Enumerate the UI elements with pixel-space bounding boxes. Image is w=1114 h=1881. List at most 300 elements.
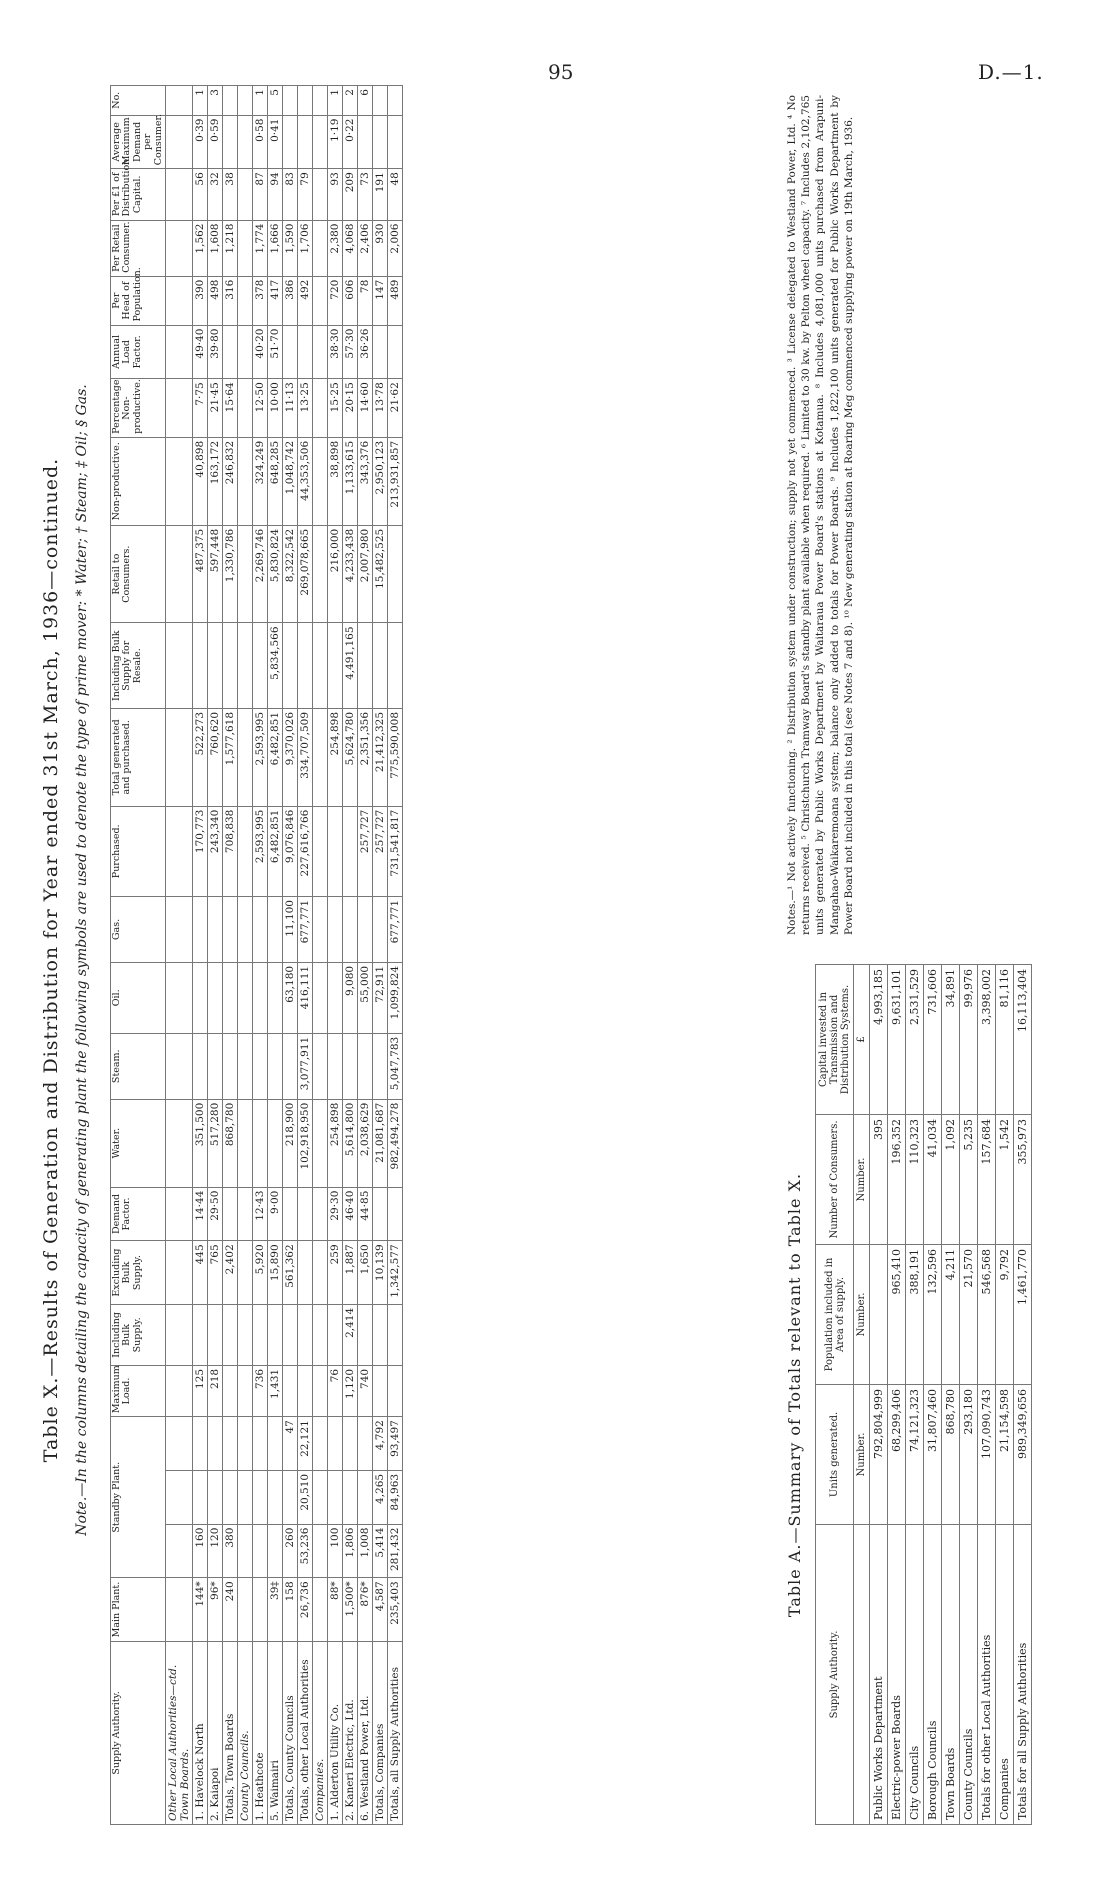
cell-main: 39‡ — [268, 1578, 283, 1642]
table-a-cell: 1,461,770 — [1014, 1245, 1032, 1385]
cell-total: 254,898 — [328, 708, 343, 806]
cell-auth: Companies. — [313, 1641, 328, 1824]
cell-steam: 5,047,783 — [388, 1033, 403, 1099]
cell-stby — [313, 1524, 328, 1578]
cell-total — [313, 708, 328, 806]
cell-gas — [373, 897, 388, 963]
cell-pc: 1,774 — [253, 220, 268, 276]
cell-stb2: 20,510 — [298, 1470, 313, 1524]
cell-lf — [283, 325, 298, 379]
totals-row — [223, 86, 238, 1825]
cell-ad — [166, 115, 193, 169]
table-a-cell: 4,993,185 — [870, 965, 888, 1115]
cell-pc: 2,006 — [388, 220, 403, 276]
cell-stb2 — [268, 1470, 283, 1524]
cell-dem: 14·44 — [193, 1187, 208, 1241]
cell-pct — [313, 379, 328, 438]
cell-nonp — [166, 437, 193, 525]
cell-main: 1,500* — [343, 1578, 358, 1642]
col-per-head: Per Head of Population. — [111, 276, 166, 325]
cell-retail: 487,375 — [193, 525, 208, 623]
table-a-row — [978, 965, 996, 1825]
table-row — [328, 86, 343, 1825]
cell-nonp: 324,249 — [253, 437, 268, 525]
cell-bulk — [298, 623, 313, 708]
col-total: Total generated and purchased. — [111, 708, 166, 806]
cell-maxl — [238, 1365, 253, 1416]
cell-maxl: 76 — [328, 1365, 343, 1416]
cell-pct: 13·78 — [373, 379, 388, 438]
cell-oil — [166, 962, 193, 1033]
cell-bulk — [373, 623, 388, 708]
cell-nonp: 213,931,857 — [388, 437, 403, 525]
cell-purch — [238, 806, 253, 896]
cell-maxl — [298, 1365, 313, 1416]
cell-pct — [166, 379, 193, 438]
cell-maxl: 1,120 — [343, 1365, 358, 1416]
cell-steam — [343, 1033, 358, 1099]
cell-nonp: 1,133,615 — [343, 437, 358, 525]
cell-steam — [253, 1033, 268, 1099]
cell-nonp: 1,048,742 — [283, 437, 298, 525]
cell-pc: 2,380 — [328, 220, 343, 276]
cell-nonp: 343,376 — [358, 437, 373, 525]
section-row — [313, 86, 328, 1825]
col-excl-bulk: Excluding Bulk Supply. — [111, 1241, 166, 1305]
cell-no — [298, 86, 313, 116]
cell-auth: Totals, all Supply Authorities — [388, 1641, 403, 1824]
cell-steam — [373, 1033, 388, 1099]
cell-steam — [193, 1033, 208, 1099]
table-a-cell: 965,410 — [888, 1245, 906, 1385]
cell-steam — [238, 1033, 253, 1099]
cell-no: 3 — [208, 86, 223, 116]
cell-total — [238, 708, 253, 806]
cell-std — [253, 1417, 268, 1471]
cell-ph — [166, 276, 193, 325]
cell-lf — [223, 325, 238, 379]
cell-main — [253, 1578, 268, 1642]
cell-maxl: 736 — [253, 1365, 268, 1416]
cell-total: 21,412,325 — [373, 708, 388, 806]
cell-steam — [358, 1033, 373, 1099]
cell-water — [268, 1099, 283, 1187]
table-a-cell: 792,804,999 — [870, 1385, 888, 1525]
cell-nonp: 44,353,506 — [298, 437, 313, 525]
cell-total: 9,370,026 — [283, 708, 298, 806]
table-a-row — [924, 965, 942, 1825]
cell-lf: 49·40 — [193, 325, 208, 379]
table-a-row — [870, 965, 888, 1825]
table-a-cell: Electric-power Boards — [888, 1525, 906, 1825]
cell-lf: 57·30 — [343, 325, 358, 379]
cell-steam — [313, 1033, 328, 1099]
col-no: No. — [111, 86, 166, 116]
table-a-cell: 9,631,101 — [888, 965, 906, 1115]
cell-dem — [373, 1187, 388, 1241]
cell-maxl: 1,431 — [268, 1365, 283, 1416]
cell-pk: 83 — [283, 169, 298, 220]
cell-water: 5,614,800 — [343, 1099, 358, 1187]
table-a-row — [960, 965, 978, 1825]
cell-incl — [166, 1304, 193, 1365]
cell-steam — [268, 1033, 283, 1099]
cell-purch: 170,773 — [193, 806, 208, 896]
cell-no — [283, 86, 298, 116]
cell-excl — [298, 1241, 313, 1305]
cell-steam: 3,077,911 — [298, 1033, 313, 1099]
col-per-consumer: Per Retail Consumer. — [111, 220, 166, 276]
cell-excl: 259 — [328, 1241, 343, 1305]
cell-ad: 0·22 — [343, 115, 358, 169]
cell-pc: 2,406 — [358, 220, 373, 276]
cell-stby: 5,414 — [373, 1524, 388, 1578]
cell-auth: Totals, other Local Authorities — [298, 1641, 313, 1824]
table-a-row — [906, 965, 924, 1825]
a-col-population: Population included in Area of supply. — [816, 1245, 854, 1385]
cell-dem — [223, 1187, 238, 1241]
cell-stby: 100 — [328, 1524, 343, 1578]
cell-bulk — [313, 623, 328, 708]
cell-water: 254,898 — [328, 1099, 343, 1187]
table-a-cell: 81,116 — [996, 965, 1014, 1115]
cell-nonp: 40,898 — [193, 437, 208, 525]
cell-maxl — [223, 1365, 238, 1416]
table-a-cell: 3,398,002 — [978, 965, 996, 1115]
col-authority: Supply Authority. — [111, 1641, 166, 1824]
cell-pct — [238, 379, 253, 438]
totals-row — [388, 86, 403, 1825]
cell-excl: 5,920 — [253, 1241, 268, 1305]
table-a-cell: 99,976 — [960, 965, 978, 1115]
cell-no: 2 — [343, 86, 358, 116]
cell-stb2: 4,265 — [373, 1470, 388, 1524]
a-col-consumers: Number of Consumers. — [816, 1115, 854, 1245]
cell-main: 4,587 — [373, 1578, 388, 1642]
a-unit-population: Number. — [854, 1245, 870, 1385]
cell-stby — [166, 1524, 193, 1578]
cell-oil: 1,099,824 — [388, 962, 403, 1033]
cell-main: 26,736 — [298, 1578, 313, 1642]
a-col-units: Units generated. — [816, 1385, 854, 1525]
cell-oil — [223, 962, 238, 1033]
table-a-row — [1014, 965, 1032, 1825]
cell-gas — [238, 897, 253, 963]
cell-dem: 46·40 — [343, 1187, 358, 1241]
a-unit-units: Number. — [854, 1385, 870, 1525]
cell-no: 6 — [358, 86, 373, 116]
cell-excl: 765 — [208, 1241, 223, 1305]
cell-maxl: 125 — [193, 1365, 208, 1416]
table-a-cell: 107,090,743 — [978, 1385, 996, 1525]
cell-pk: 94 — [268, 169, 283, 220]
cell-pk: 32 — [208, 169, 223, 220]
table-a-cell: 16,113,404 — [1014, 965, 1032, 1115]
col-water: Water. — [111, 1099, 166, 1187]
cell-std: 22,121 — [298, 1417, 313, 1471]
table-a-row — [888, 965, 906, 1825]
table-a-cell: 388,191 — [906, 1245, 924, 1385]
cell-incl — [313, 1304, 328, 1365]
cell-pct: 15·64 — [223, 379, 238, 438]
table-a-cell: 41,034 — [924, 1115, 942, 1245]
cell-steam — [208, 1033, 223, 1099]
cell-gas — [268, 897, 283, 963]
cell-stb2 — [223, 1470, 238, 1524]
table-a-cell: 2,531,529 — [906, 965, 924, 1115]
cell-auth: Totals, Town Boards — [223, 1641, 238, 1824]
cell-gas — [208, 897, 223, 963]
cell-water: 868,780 — [223, 1099, 238, 1187]
cell-steam — [166, 1033, 193, 1099]
cell-incl: 2,414 — [343, 1304, 358, 1365]
cell-stby — [253, 1524, 268, 1578]
cell-bulk — [223, 623, 238, 708]
table-a-cell: 546,568 — [978, 1245, 996, 1385]
page-number: 95 — [548, 60, 574, 84]
summary-table-a — [815, 964, 1032, 1825]
cell-std: 4,792 — [373, 1417, 388, 1471]
cell-water: 351,500 — [193, 1099, 208, 1187]
cell-ad: 0·41 — [268, 115, 283, 169]
table-a-cell: Public Works Department — [870, 1525, 888, 1825]
cell-no — [238, 86, 253, 116]
cell-auth: 1. Alderton Utility Co. — [328, 1641, 343, 1824]
cell-dem: 9·00 — [268, 1187, 283, 1241]
cell-stb2 — [343, 1470, 358, 1524]
table-a-cell: 293,180 — [960, 1385, 978, 1525]
cell-purch: 9,076,846 — [283, 806, 298, 896]
cell-gas — [343, 897, 358, 963]
cell-pc: 1,666 — [268, 220, 283, 276]
col-sold-retail: Retail to Consumers. — [111, 525, 166, 623]
cell-std — [166, 1417, 193, 1471]
cell-retail — [313, 525, 328, 623]
cell-total: 5,624,780 — [343, 708, 358, 806]
cell-maxl — [283, 1365, 298, 1416]
cell-auth: County Councils. — [238, 1641, 253, 1824]
cell-stby: 120 — [208, 1524, 223, 1578]
cell-ad — [388, 115, 403, 169]
cell-std: 93,497 — [388, 1417, 403, 1471]
cell-oil: 63,180 — [283, 962, 298, 1033]
cell-total: 760,620 — [208, 708, 223, 806]
table-a-cell — [870, 1245, 888, 1385]
cell-lf — [373, 325, 388, 379]
cell-oil — [313, 962, 328, 1033]
table-a-title: Table A.—Summary of Totals relevant to Table X. — [785, 1172, 804, 1618]
cell-lf — [238, 325, 253, 379]
table-a-cell: Totals for other Local Authorities — [978, 1525, 996, 1825]
table-a-cell: 1,542 — [996, 1115, 1014, 1245]
cell-ad — [313, 115, 328, 169]
cell-incl — [328, 1304, 343, 1365]
cell-water — [238, 1099, 253, 1187]
cell-retail — [166, 525, 193, 623]
table-a-cell: 132,596 — [924, 1245, 942, 1385]
cell-bulk — [388, 623, 403, 708]
cell-stby: 1,806 — [343, 1524, 358, 1578]
col-avg-demand: Average Maximum Demand per Consumer. — [111, 115, 166, 169]
col-load-factor: Annual Load Factor. — [111, 325, 166, 379]
cell-main: 240 — [223, 1578, 238, 1642]
table-a-cell: 4,211 — [942, 1245, 960, 1385]
cell-stb2 — [283, 1470, 298, 1524]
table-row — [343, 86, 358, 1825]
cell-retail: 8,322,542 — [283, 525, 298, 623]
cell-pc: 930 — [373, 220, 388, 276]
cell-auth: 1. Havelock North — [193, 1641, 208, 1824]
col-pct-nonprod: Percentage Non-productive. — [111, 379, 166, 438]
cell-ad — [283, 115, 298, 169]
rotated-page-content — [40, 85, 1090, 1835]
cell-no — [166, 86, 193, 116]
cell-purch: 6,482,851 — [268, 806, 283, 896]
cell-purch — [313, 806, 328, 896]
cell-retail: 4,233,438 — [343, 525, 358, 623]
cell-retail: 269,078,665 — [298, 525, 313, 623]
cell-purch: 243,340 — [208, 806, 223, 896]
cell-pct: 15·25 — [328, 379, 343, 438]
cell-maxl — [166, 1365, 193, 1416]
cell-retail: 2,269,746 — [253, 525, 268, 623]
cell-pk: 79 — [298, 169, 313, 220]
cell-purch: 2,593,995 — [253, 806, 268, 896]
cell-stb2 — [166, 1470, 193, 1524]
cell-dem — [298, 1187, 313, 1241]
cell-ad: 0·58 — [253, 115, 268, 169]
results-table-body — [166, 86, 403, 1825]
table-a-cell: 21,154,598 — [996, 1385, 1014, 1525]
cell-pct: 11·13 — [283, 379, 298, 438]
cell-stby: 160 — [193, 1524, 208, 1578]
cell-main: 876* — [358, 1578, 373, 1642]
cell-pk — [238, 169, 253, 220]
cell-main: 158 — [283, 1578, 298, 1642]
cell-auth: 5. Waimairi — [268, 1641, 283, 1824]
cell-retail: 5,830,824 — [268, 525, 283, 623]
a-unit-consumers: Number. — [854, 1115, 870, 1245]
cell-pc — [166, 220, 193, 276]
table-a-cell: 31,807,460 — [924, 1385, 942, 1525]
cell-retail: 15,482,525 — [373, 525, 388, 623]
cell-lf — [166, 325, 193, 379]
cell-stb2 — [313, 1470, 328, 1524]
cell-gas — [193, 897, 208, 963]
cell-stb2: 84,963 — [388, 1470, 403, 1524]
table-a-cell: 395 — [870, 1115, 888, 1245]
cell-ph: 390 — [193, 276, 208, 325]
totals-row — [373, 86, 388, 1825]
cell-gas — [328, 897, 343, 963]
cell-std — [313, 1417, 328, 1471]
cell-maxl: 218 — [208, 1365, 223, 1416]
cell-nonp — [313, 437, 328, 525]
cell-incl — [223, 1304, 238, 1365]
totals-row — [283, 86, 298, 1825]
cell-stby: 281,432 — [388, 1524, 403, 1578]
table-a-cell: 989,349,656 — [1014, 1385, 1032, 1525]
table-a-cell: 868,780 — [942, 1385, 960, 1525]
cell-oil: 416,111 — [298, 962, 313, 1033]
cell-ph: 417 — [268, 276, 283, 325]
cell-dem: 12·43 — [253, 1187, 268, 1241]
table-a-cell: Companies — [996, 1525, 1014, 1825]
cell-pct: 7·75 — [193, 379, 208, 438]
table-a-cell: Totals for all Supply Authorities — [1014, 1525, 1032, 1825]
cell-excl: 2,402 — [223, 1241, 238, 1305]
cell-maxl — [373, 1365, 388, 1416]
table-a-cell: 9,792 — [996, 1245, 1014, 1385]
cell-gas — [223, 897, 238, 963]
cell-total: 775,590,008 — [388, 708, 403, 806]
cell-incl — [388, 1304, 403, 1365]
cell-main: 235,403 — [388, 1578, 403, 1642]
cell-gas — [313, 897, 328, 963]
cell-ad — [373, 115, 388, 169]
cell-ph: 316 — [223, 276, 238, 325]
cell-gas — [166, 897, 193, 963]
cell-bulk — [208, 623, 223, 708]
col-incl-bulk: Including Bulk Supply. — [111, 1304, 166, 1365]
table-row — [253, 86, 268, 1825]
cell-lf: 51·70 — [268, 325, 283, 379]
cell-lf — [298, 325, 313, 379]
cell-auth: Totals, County Councils — [283, 1641, 298, 1824]
table-a-cell: 34,891 — [942, 965, 960, 1115]
cell-std — [358, 1417, 373, 1471]
cell-ad — [223, 115, 238, 169]
cell-bulk — [193, 623, 208, 708]
table-row — [208, 86, 223, 1825]
cell-purch — [328, 806, 343, 896]
cell-steam — [223, 1033, 238, 1099]
table-row — [193, 86, 208, 1825]
table-a-cell: Town Boards — [942, 1525, 960, 1825]
cell-std — [193, 1417, 208, 1471]
table-a-cell: 196,352 — [888, 1115, 906, 1245]
table-a-cell: 731,606 — [924, 965, 942, 1115]
cell-incl — [238, 1304, 253, 1365]
cell-water: 218,900 — [283, 1099, 298, 1187]
section-row — [166, 86, 193, 1825]
cell-pct: 14·60 — [358, 379, 373, 438]
col-main-plant: Main Plant. — [111, 1578, 166, 1642]
a-unit-authority — [854, 1525, 870, 1825]
cell-ph: 498 — [208, 276, 223, 325]
cell-pk — [313, 169, 328, 220]
cell-nonp: 648,285 — [268, 437, 283, 525]
cell-excl: 561,362 — [283, 1241, 298, 1305]
cell-dem — [388, 1187, 403, 1241]
cell-pc: 1,590 — [283, 220, 298, 276]
cell-ph: 386 — [283, 276, 298, 325]
results-table — [110, 85, 403, 1825]
cell-pk — [166, 169, 193, 220]
cell-bulk — [238, 623, 253, 708]
cell-stb2 — [238, 1470, 253, 1524]
cell-excl — [166, 1241, 193, 1305]
cell-bulk — [253, 623, 268, 708]
table-title: Table X.—Results of Generation and Distribution for Year ended 31st March, 1936—continued. — [40, 457, 62, 1463]
cell-dem — [283, 1187, 298, 1241]
cell-auth: Other Local Authorities—ctd. Town Boards. — [166, 1641, 193, 1824]
section-row — [238, 86, 253, 1825]
cell-excl: 1,887 — [343, 1241, 358, 1305]
cell-pct: 21·62 — [388, 379, 403, 438]
cell-main: 88* — [328, 1578, 343, 1642]
cell-pk: 191 — [373, 169, 388, 220]
